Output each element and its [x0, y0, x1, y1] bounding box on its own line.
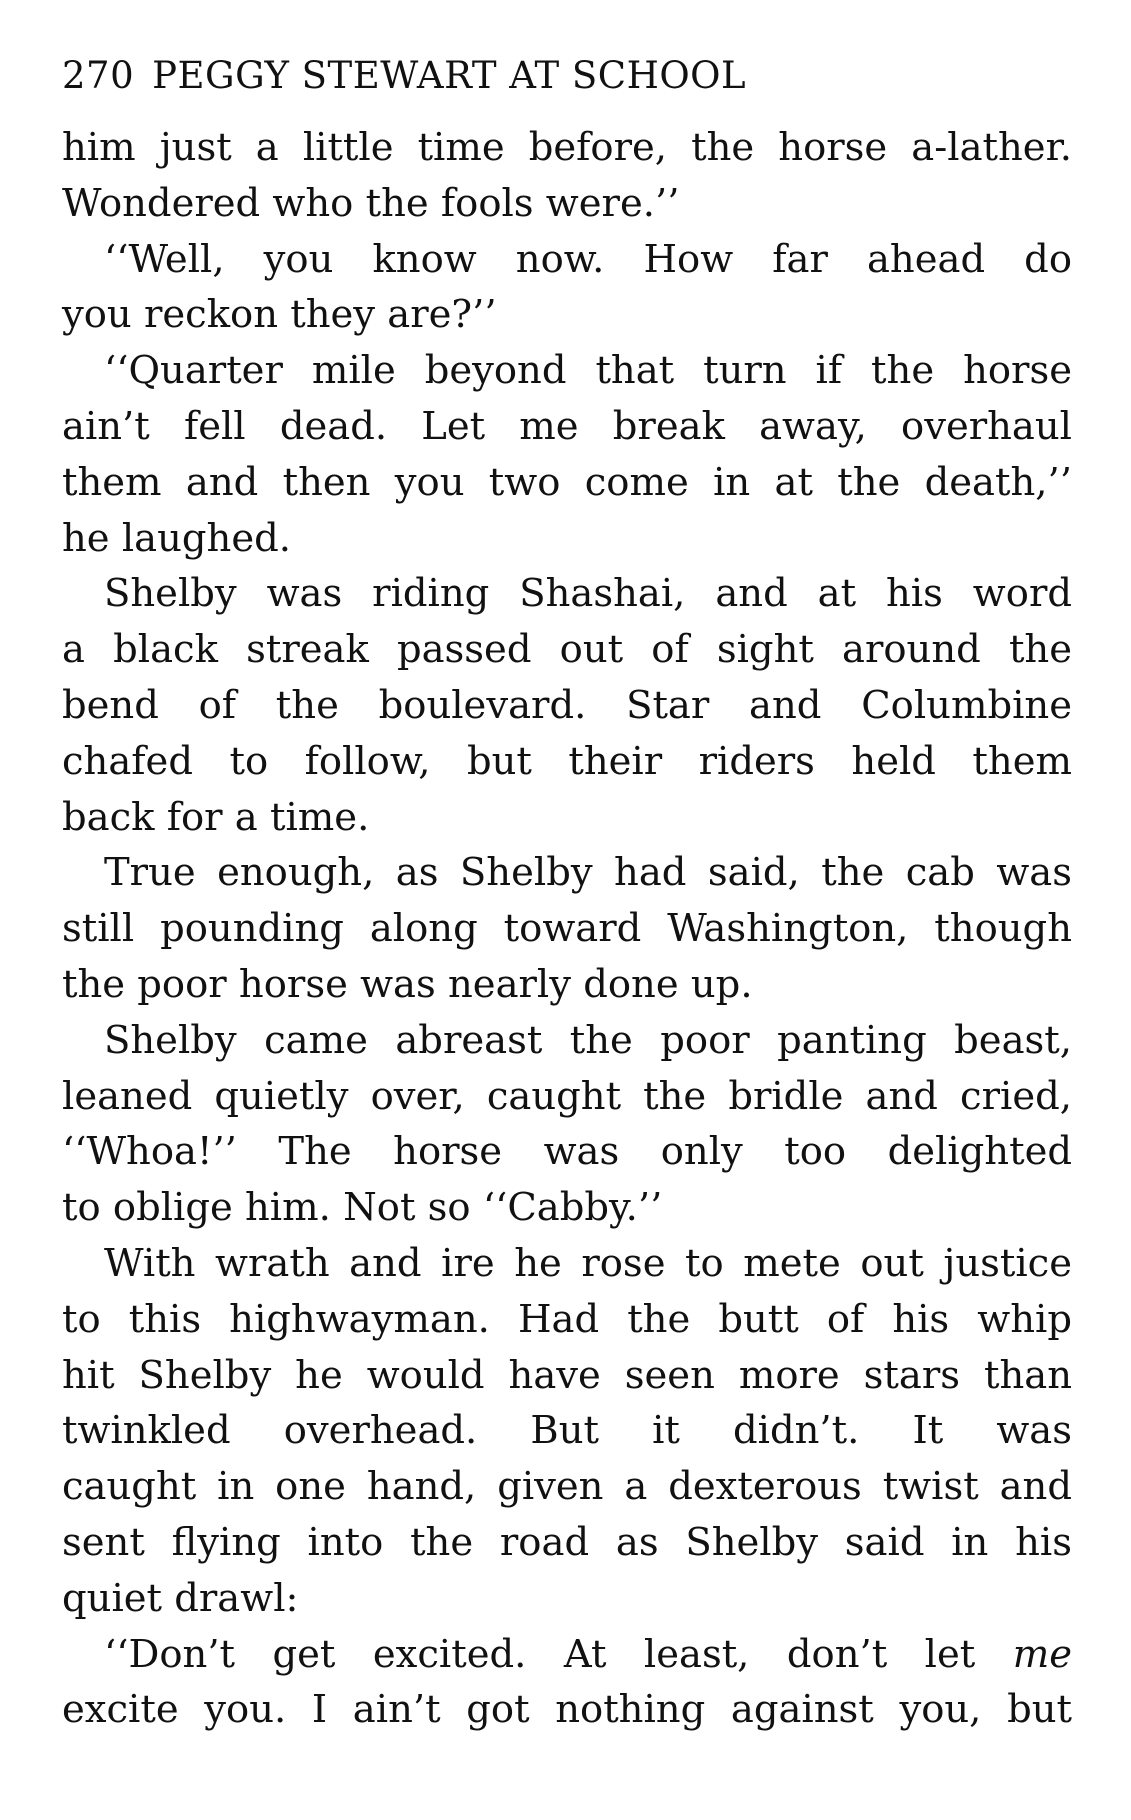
text-line-content: ain’t fell dead. Let me break away, overhaul [62, 403, 1072, 449]
text-line-content: sent flying into the road as Shelby said in his [62, 1519, 1072, 1565]
text-line [62, 1682, 1072, 1738]
text-line-content: a black streak passed out of sight around the [62, 627, 1072, 673]
text-line [62, 790, 1072, 846]
text-line-content: back for a time. [62, 794, 370, 840]
text-line-content: quiet drawl: [62, 1575, 299, 1621]
text-line-content: Wondered who the fools were.’’ [62, 180, 680, 226]
text-line-content: to oblige him. Not so ‘‘Cabby.’’ [62, 1185, 663, 1231]
text-line [62, 901, 1072, 957]
text-line [62, 845, 1072, 901]
text-line-content: ‘‘Whoa!’’ The horse was only too delighted [62, 1129, 1072, 1175]
text-line [62, 1124, 1072, 1180]
text-line-content: twinkled overhead. But it didn’t. It was [62, 1408, 1072, 1454]
text-line [62, 399, 1072, 455]
text-line-content: caught in one hand, given a dexterous twist and [62, 1464, 1072, 1510]
text-line [62, 287, 1072, 343]
text-line-content: hit Shelby he would have seen more stars than [62, 1352, 1072, 1398]
text-line-content: chafed to follow, but their riders held them [62, 738, 1072, 784]
text-line [62, 566, 1072, 622]
text-line-content: Shelby came abreast the poor panting beast, [104, 1017, 1072, 1063]
text-line-content: ‘‘Don’t get excited. At least, don’t let [104, 1631, 1013, 1677]
text-line [62, 176, 1072, 232]
text-line [62, 1403, 1072, 1459]
text-line [62, 1069, 1072, 1125]
text-line [62, 734, 1072, 790]
body-text [62, 120, 1072, 1738]
text-line [62, 1571, 1072, 1627]
text-line [62, 511, 1072, 567]
text-line [62, 1348, 1072, 1404]
text-line-content: the poor horse was nearly done up. [62, 961, 753, 1007]
text-line-content: With wrath and ire he rose to mete out justice [104, 1240, 1072, 1286]
text-line [62, 455, 1072, 511]
text-line-content: them and then you two come in at the death,’’ [62, 459, 1072, 505]
book-page [62, 54, 1072, 1738]
text-line [62, 232, 1072, 288]
text-line [62, 1013, 1072, 1069]
text-line [62, 343, 1072, 399]
text-line [62, 957, 1072, 1013]
text-line [62, 622, 1072, 678]
text-line-content: you reckon they are?’’ [62, 292, 497, 338]
text-line-content: Shelby was riding Shashai, and at his word [104, 571, 1072, 617]
text-line-content: ‘‘Well, you know now. How far ahead do [104, 236, 1072, 282]
text-line [62, 1627, 1072, 1683]
running-title: PEGGY STEWART AT SCHOOL [152, 54, 747, 97]
text-line [62, 1515, 1072, 1571]
text-line-content: True enough, as Shelby had said, the cab was [104, 850, 1072, 896]
emphasized-word: me [1012, 1631, 1072, 1677]
page-number: 270 [62, 54, 135, 97]
text-line-content: excite you. I ain’t got nothing against you, but [62, 1687, 1072, 1733]
text-line-content: to this highwayman. Had the butt of his whip [62, 1296, 1072, 1342]
text-line [62, 1292, 1072, 1348]
text-line [62, 1459, 1072, 1515]
text-line-content: him just a little time before, the horse a-lather. [62, 125, 1072, 170]
text-line-content: still pounding along toward Washington, though [62, 906, 1072, 952]
text-line-content: leaned quietly over, caught the bridle and cried, [62, 1073, 1072, 1119]
text-line [62, 678, 1072, 734]
text-line [62, 120, 1072, 176]
text-line [62, 1236, 1072, 1292]
text-line [62, 1180, 1072, 1236]
text-line-content: ‘‘Quarter mile beyond that turn if the horse [104, 348, 1072, 394]
text-line-content: he laughed. [62, 515, 291, 561]
text-line-content: bend of the boulevard. Star and Columbine [62, 682, 1072, 728]
running-head [62, 54, 1072, 98]
